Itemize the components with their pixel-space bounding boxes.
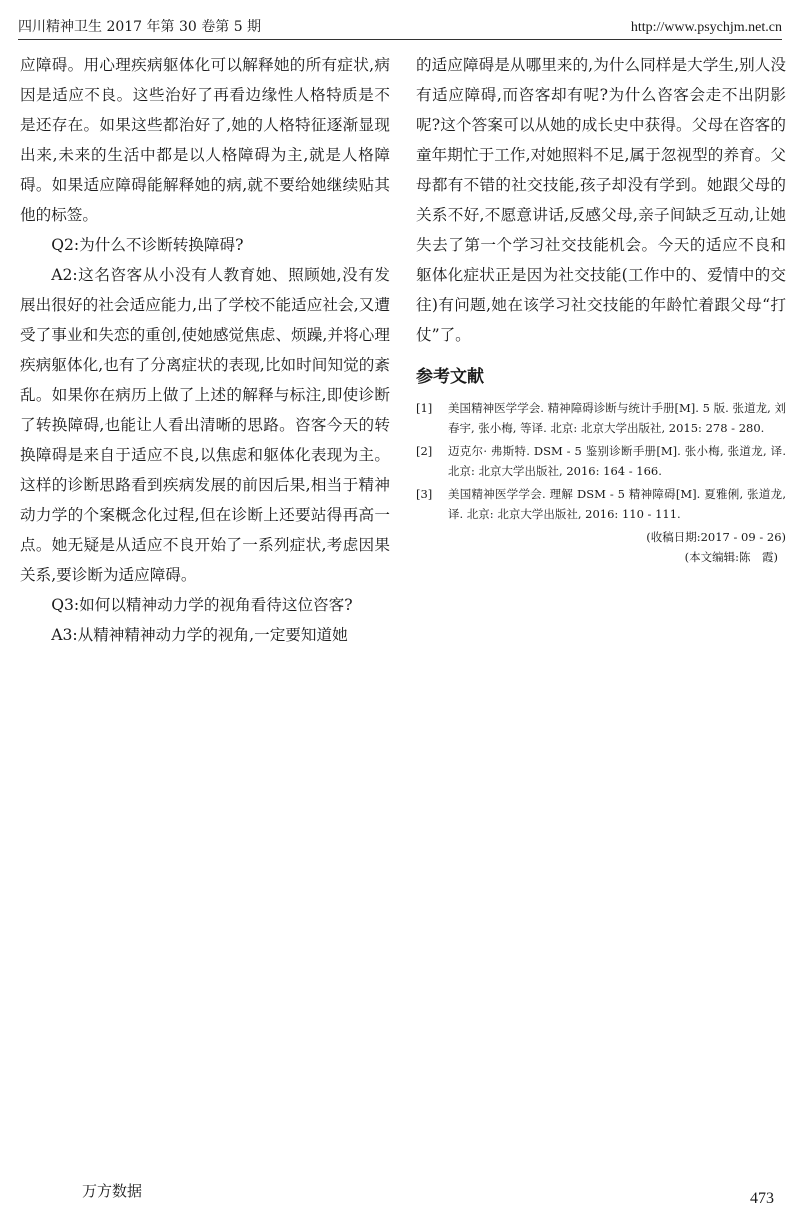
references-title: 参考文献 — [416, 367, 484, 387]
question-q2: Q2:为什么不诊断转换障碍? — [51, 236, 244, 254]
question-q3: Q3:如何以精神动力学的视角看待这位咨客? — [51, 596, 353, 614]
answer-a3: A3:从精神精神动力学的视角,一定要知道她 — [51, 626, 348, 644]
running-header — [18, 10, 782, 40]
page-number: 473 — [750, 1190, 774, 1207]
paragraph: 应障碍。用心理疾病躯体化可以解释她的所有症状,病因是适应不良。这些治好了再看边缘性人格特质是不是还存在。如果这些都治好了,她的人格特征逐渐显现出来,未来的生活中都是以人格障碍为主,就是人格障碍。如果适应障碍能解释她的病,就不要给她继续贴其他的标签。 — [20, 56, 390, 224]
right-column — [416, 50, 786, 567]
reference-number: [3] — [416, 487, 433, 501]
reference-text: 美国精神医学学会. 精神障碍诊断与统计手册[M]. 5 版. 张道龙, 刘春宇, 张小梅, 等译. 北京: 北京大学出版社, 2015: 278 - 280. — [448, 401, 786, 435]
reference-item — [416, 441, 786, 481]
left-column — [20, 50, 390, 650]
reference-number: [2] — [416, 444, 433, 458]
watermark: 万方数据 — [82, 1182, 143, 1200]
reference-item — [416, 398, 786, 438]
reference-number: [1] — [416, 401, 433, 415]
reference-item — [416, 484, 786, 524]
journal-issue: 四川精神卫生 2017 年第 30 卷第 5 期 — [18, 19, 262, 35]
paragraph: 的适应障碍是从哪里来的,为什么同样是大学生,别人没有适应障碍,而咨客却有呢?为什么咨客会走不出阴影呢?这个答案可以从她的成长史中获得。父母在咨客的童年期忙于工作,对她照料不足,属于忽视型的养育。父母都有不错的社交技能,孩子却没有学到。她跟父母的关系不好,不愿意讲话,反感父母,亲子间缺乏互动,让她失去了第一个学习社交技能机会。今天的适应不良和躯体化症状正是因为社交技能(工作中的、爱情中的交往)有问题,她在该学习社交技能的年龄忙着跟父母“打仗”了。 — [416, 56, 786, 344]
answer-a2: A2:这名咨客从小没有人教育她、照顾她,没有发展出很好的社会适应能力,出了学校不能适应社会,又遭受了事业和失恋的重创,使她感觉焦虑、烦躁,并将心理疾病躯体化,也有了分离症状的表现,比如时间知觉的紊乱。如果你在病历上做了上述的解释与标注,即使诊断了转换障碍,也能让人看出清晰的思路。咨客今天的转换障碍是来自于适应不良,以焦虑和躯体化表现为主。这样的诊断思路看到疾病发展的前因后果,相当于精神动力学的个案概念化过程,但在诊断上还要站得再高一点。她无疑是从适应不良开始了一系列症状,考虑因果关系,要诊断为适应障碍。 — [20, 266, 390, 584]
reference-text: 迈克尔· 弗斯特. DSM - 5 鉴别诊断手册[M]. 张小梅, 张道龙, 译. 北京: 北京大学出版社, 2016: 164 - 166. — [448, 444, 786, 478]
received-date: (收稿日期:2017 - 09 - 26) — [646, 530, 786, 544]
editor-note: (本文编辑:陈 霞) — [684, 550, 778, 564]
journal-url: http://www.psychjm.net.cn — [630, 20, 782, 35]
reference-text: 美国精神医学学会. 理解 DSM - 5 精神障碍[M]. 夏雅俐, 张道龙, 译. 北京: 北京大学出版社, 2016: 110 - 111. — [448, 487, 786, 521]
